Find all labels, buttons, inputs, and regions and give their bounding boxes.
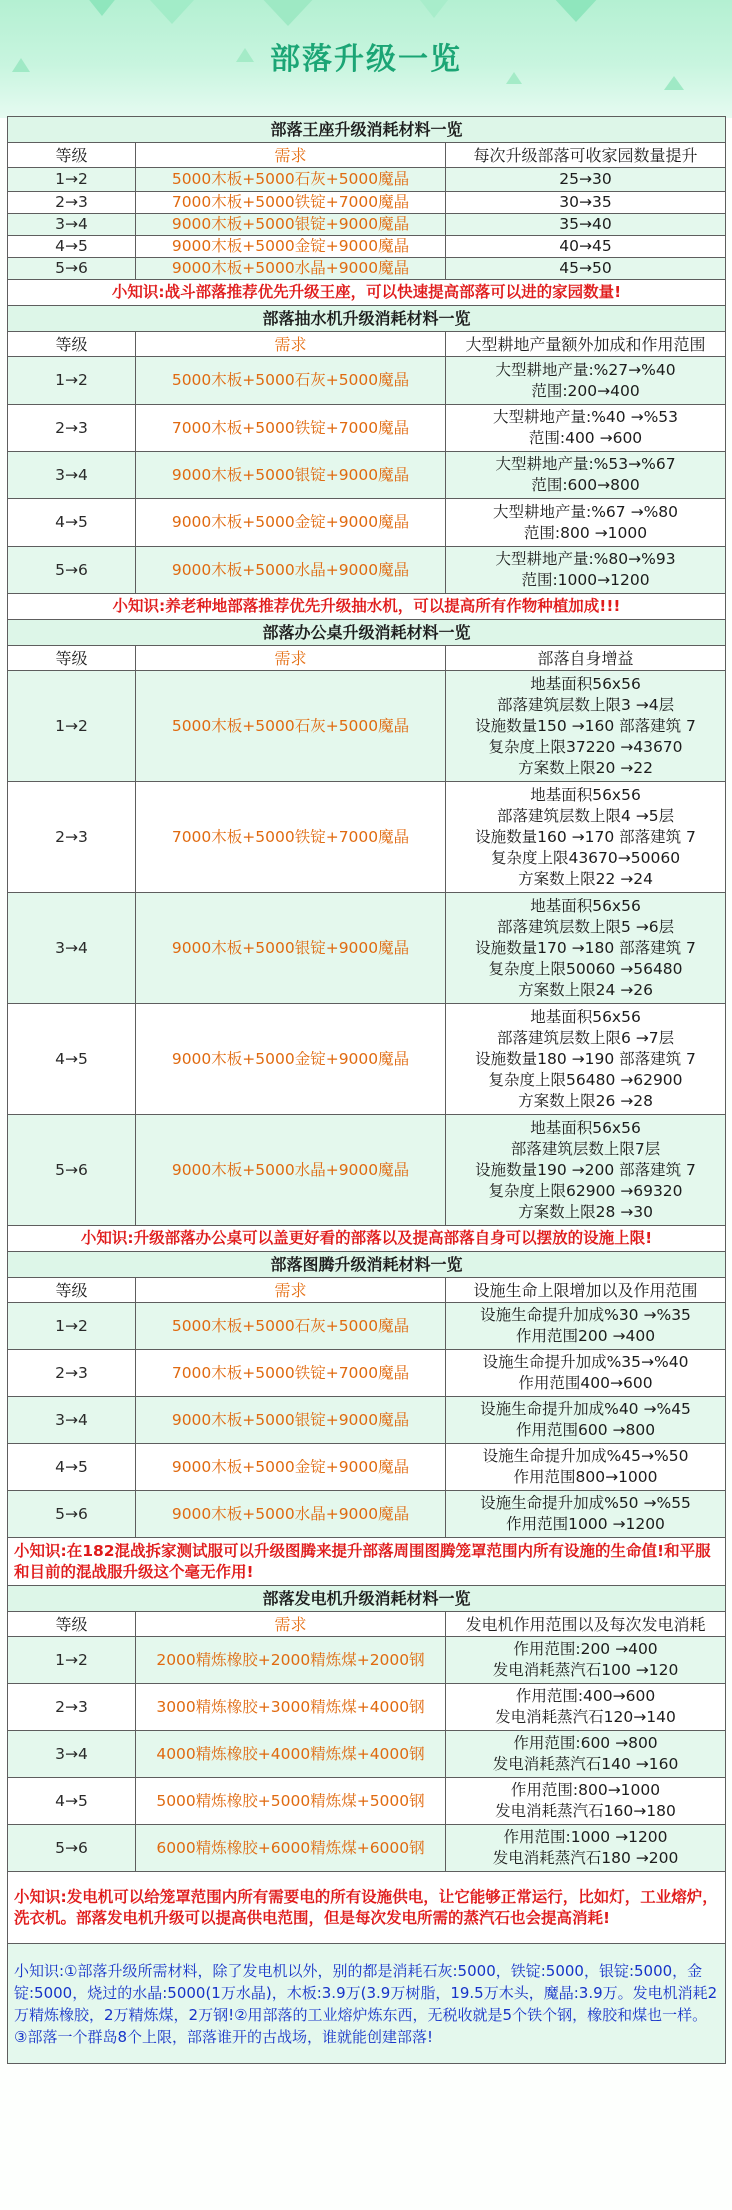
effect-cell: 大型耕地产量:%27→%40 范围:200→400: [446, 357, 726, 405]
header-requirement: 需求: [136, 1278, 446, 1303]
table-row: [8, 1004, 726, 1115]
table-row: [8, 192, 726, 214]
header-effect: 部落自身增益: [446, 646, 726, 671]
tip-row: [8, 1226, 726, 1252]
table-row: [8, 405, 726, 452]
header-requirement: 需求: [136, 143, 446, 168]
upgrade-table: [7, 116, 726, 2064]
decor-triangle: [664, 76, 684, 90]
level-cell: 5→6: [8, 1115, 136, 1226]
level-cell: 1→2: [8, 671, 136, 782]
table-row: [8, 452, 726, 499]
level-cell: 5→6: [8, 1825, 136, 1872]
level-cell: 3→4: [8, 452, 136, 499]
requirement-cell: 9000木板+5000金锭+9000魔晶: [136, 1004, 446, 1115]
table-row: [8, 1778, 726, 1825]
header-effect: 大型耕地产量额外加成和作用范围: [446, 332, 726, 357]
tip-text: 小知识:升级部落办公桌可以盖更好看的部落以及提高部落自身可以摆放的设施上限!: [8, 1226, 726, 1252]
table-row: [8, 357, 726, 405]
table-row: [8, 671, 726, 782]
effect-cell: 40→45: [446, 236, 726, 258]
level-cell: 3→4: [8, 1397, 136, 1444]
level-cell: 1→2: [8, 168, 136, 192]
level-cell: 4→5: [8, 1778, 136, 1825]
section-title-row: [8, 620, 726, 646]
table-row: [8, 499, 726, 547]
effect-cell: 大型耕地产量:%80→%93 范围:1000→1200: [446, 547, 726, 594]
table-row: [8, 258, 726, 280]
level-cell: 3→4: [8, 893, 136, 1004]
header-requirement: 需求: [136, 646, 446, 671]
tip-text: 小知识:发电机可以给笼罩范围内所有需要电的所有设施供电，让它能够正常运行，比如灯，工业熔炉，洗衣机。部落发电机升级可以提高供电范围，但是每次发电所需的蒸汽石也会提高消耗!: [8, 1872, 726, 1944]
decor-triangle: [552, 0, 600, 22]
effect-cell: 大型耕地产量:%53→%67 范围:600→800: [446, 452, 726, 499]
requirement-cell: 9000木板+5000银锭+9000魔晶: [136, 214, 446, 236]
requirement-cell: 9000木板+5000水晶+9000魔晶: [136, 1115, 446, 1226]
table-row: [8, 168, 726, 192]
level-cell: 1→2: [8, 1303, 136, 1350]
header-row: [8, 143, 726, 168]
effect-cell: 设施生命提升加成%50 →%55 作用范围1000 →1200: [446, 1491, 726, 1538]
level-cell: 5→6: [8, 258, 136, 280]
level-cell: 2→3: [8, 405, 136, 452]
requirement-cell: 5000木板+5000石灰+5000魔晶: [136, 357, 446, 405]
table-row: [8, 547, 726, 594]
effect-cell: 设施生命提升加成%30 →%35 作用范围200 →400: [446, 1303, 726, 1350]
table-row: [8, 1444, 726, 1491]
title-banner: [0, 0, 732, 118]
table-row: [8, 1825, 726, 1872]
section-title-row: [8, 1586, 726, 1612]
requirement-cell: 9000木板+5000银锭+9000魔晶: [136, 452, 446, 499]
table-row: [8, 782, 726, 893]
requirement-cell: 6000精炼橡胶+6000精炼煤+6000钢: [136, 1825, 446, 1872]
table-row: [8, 1115, 726, 1226]
section-title: 部落办公桌升级消耗材料一览: [8, 620, 726, 646]
tip-row: [8, 1538, 726, 1586]
header-effect: 发电机作用范围以及每次发电消耗: [446, 1612, 726, 1637]
table-row: [8, 1731, 726, 1778]
header-row: [8, 1278, 726, 1303]
requirement-cell: 7000木板+5000铁锭+7000魔晶: [136, 782, 446, 893]
level-cell: 1→2: [8, 357, 136, 405]
section-title: 部落发电机升级消耗材料一览: [8, 1586, 726, 1612]
tip-row: [8, 1872, 726, 1944]
table-row: [8, 236, 726, 258]
decor-triangle: [150, 0, 194, 24]
section-title: 部落王座升级消耗材料一览: [8, 117, 726, 143]
final-note: 小知识:①部落升级所需材料，除了发电机以外，别的都是消耗石灰:5000，铁锭:5000，银锭:5000，金锭:5000，烧过的水晶:5000(1万水晶)，木板:3.9万(3.9万树脂，19.5万木头，魔晶:3.9万。发电机消耗2万精炼橡胶，2万精炼煤，2万钢!②用部落的工业熔炉炼东西，无税收就是5个铁个钢，橡胶和煤也一样。③部落一个群岛8个上限，部落谁开的古战场，谁就能创建部落!: [8, 1944, 726, 2064]
header-effect: 每次升级部落可收家园数量提升: [446, 143, 726, 168]
header-row: [8, 332, 726, 357]
header-effect: 设施生命上限增加以及作用范围: [446, 1278, 726, 1303]
effect-cell: 地基面积56x56 部落建筑层数上限4 →5层 设施数量160 →170 部落建筑 7 复杂度上限43670→50060 方案数上限22 →24: [446, 782, 726, 893]
requirement-cell: 9000木板+5000银锭+9000魔晶: [136, 893, 446, 1004]
header-row: [8, 646, 726, 671]
level-cell: 4→5: [8, 499, 136, 547]
decor-triangle: [258, 0, 318, 26]
effect-cell: 地基面积56x56 部落建筑层数上限6 →7层 设施数量180 →190 部落建筑 7 复杂度上限56480 →62900 方案数上限26 →28: [446, 1004, 726, 1115]
effect-cell: 作用范围:800→1000 发电消耗蒸汽石160→180: [446, 1778, 726, 1825]
requirement-cell: 9000木板+5000银锭+9000魔晶: [136, 1397, 446, 1444]
level-cell: 2→3: [8, 192, 136, 214]
requirement-cell: 5000木板+5000石灰+5000魔晶: [136, 1303, 446, 1350]
section-title-row: [8, 117, 726, 143]
level-cell: 1→2: [8, 1637, 136, 1684]
level-cell: 5→6: [8, 1491, 136, 1538]
requirement-cell: 9000木板+5000水晶+9000魔晶: [136, 1491, 446, 1538]
requirement-cell: 7000木板+5000铁锭+7000魔晶: [136, 1350, 446, 1397]
effect-cell: 设施生命提升加成%35→%40 作用范围400→600: [446, 1350, 726, 1397]
tip-row: [8, 280, 726, 306]
table-row: [8, 214, 726, 236]
page-title: 部落升级一览: [270, 42, 462, 77]
section-title-row: [8, 306, 726, 332]
table-row: [8, 1350, 726, 1397]
table-row: [8, 1637, 726, 1684]
level-cell: 2→3: [8, 1684, 136, 1731]
header-level: 等级: [8, 1278, 136, 1303]
upgrade-tables: [7, 116, 725, 2064]
header-requirement: 需求: [136, 1612, 446, 1637]
header-level: 等级: [8, 332, 136, 357]
table-row: [8, 893, 726, 1004]
header-requirement: 需求: [136, 332, 446, 357]
requirement-cell: 2000精炼橡胶+2000精炼煤+2000钢: [136, 1637, 446, 1684]
effect-cell: 地基面积56x56 部落建筑层数上限7层 设施数量190 →200 部落建筑 7 复杂度上限62900 →69320 方案数上限28 →30: [446, 1115, 726, 1226]
section-title: 部落图腾升级消耗材料一览: [8, 1252, 726, 1278]
effect-cell: 30→35: [446, 192, 726, 214]
effect-cell: 作用范围:200 →400 发电消耗蒸汽石100 →120: [446, 1637, 726, 1684]
table-row: [8, 1397, 726, 1444]
table-row: [8, 1684, 726, 1731]
effect-cell: 45→50: [446, 258, 726, 280]
effect-cell: 地基面积56x56 部落建筑层数上限3 →4层 设施数量150 →160 部落建筑 7 复杂度上限37220 →43670 方案数上限20 →22: [446, 671, 726, 782]
header-level: 等级: [8, 646, 136, 671]
level-cell: 5→6: [8, 547, 136, 594]
level-cell: 4→5: [8, 236, 136, 258]
decor-triangle: [420, 0, 448, 18]
effect-cell: 地基面积56x56 部落建筑层数上限5 →6层 设施数量170 →180 部落建筑 7 复杂度上限50060 →56480 方案数上限24 →26: [446, 893, 726, 1004]
effect-cell: 35→40: [446, 214, 726, 236]
header-level: 等级: [8, 143, 136, 168]
effect-cell: 设施生命提升加成%45→%50 作用范围800→1000: [446, 1444, 726, 1491]
level-cell: 4→5: [8, 1004, 136, 1115]
requirement-cell: 5000精炼橡胶+5000精炼煤+5000钢: [136, 1778, 446, 1825]
requirement-cell: 9000木板+5000水晶+9000魔晶: [136, 547, 446, 594]
requirement-cell: 5000木板+5000石灰+5000魔晶: [136, 671, 446, 782]
requirement-cell: 4000精炼橡胶+4000精炼煤+4000钢: [136, 1731, 446, 1778]
level-cell: 2→3: [8, 1350, 136, 1397]
tip-text: 小知识:养老种地部落推荐优先升级抽水机，可以提高所有作物种植加成!!!: [8, 594, 726, 620]
effect-cell: 大型耕地产量:%40 →%53 范围:400 →600: [446, 405, 726, 452]
effect-cell: 作用范围:1000 →1200 发电消耗蒸汽石180 →200: [446, 1825, 726, 1872]
tip-row: [8, 594, 726, 620]
header-row: [8, 1612, 726, 1637]
requirement-cell: 9000木板+5000金锭+9000魔晶: [136, 236, 446, 258]
effect-cell: 作用范围:400→600 发电消耗蒸汽石120→140: [446, 1684, 726, 1731]
requirement-cell: 7000木板+5000铁锭+7000魔晶: [136, 405, 446, 452]
tip-text: 小知识:在182混战拆家测试服可以升级图腾来提升部落周围图腾笼罩范围内所有设施的生命值!和平服和目前的混战服升级这个毫无作用!: [8, 1538, 726, 1586]
level-cell: 3→4: [8, 1731, 136, 1778]
level-cell: 4→5: [8, 1444, 136, 1491]
section-title: 部落抽水机升级消耗材料一览: [8, 306, 726, 332]
level-cell: 3→4: [8, 214, 136, 236]
decor-triangle: [86, 0, 118, 16]
level-cell: 2→3: [8, 782, 136, 893]
effect-cell: 大型耕地产量:%67 →%80 范围:800 →1000: [446, 499, 726, 547]
requirement-cell: 9000木板+5000金锭+9000魔晶: [136, 1444, 446, 1491]
requirement-cell: 7000木板+5000铁锭+7000魔晶: [136, 192, 446, 214]
tip-text: 小知识:战斗部落推荐优先升级王座，可以快速提高部落可以进的家园数量!: [8, 280, 726, 306]
effect-cell: 25→30: [446, 168, 726, 192]
table-row: [8, 1491, 726, 1538]
table-row: [8, 1303, 726, 1350]
requirement-cell: 5000木板+5000石灰+5000魔晶: [136, 168, 446, 192]
requirement-cell: 9000木板+5000金锭+9000魔晶: [136, 499, 446, 547]
header-level: 等级: [8, 1612, 136, 1637]
requirement-cell: 3000精炼橡胶+3000精炼煤+4000钢: [136, 1684, 446, 1731]
final-note-row: [8, 1944, 726, 2064]
requirement-cell: 9000木板+5000水晶+9000魔晶: [136, 258, 446, 280]
effect-cell: 设施生命提升加成%40 →%45 作用范围600 →800: [446, 1397, 726, 1444]
section-title-row: [8, 1252, 726, 1278]
effect-cell: 作用范围:600 →800 发电消耗蒸汽石140 →160: [446, 1731, 726, 1778]
